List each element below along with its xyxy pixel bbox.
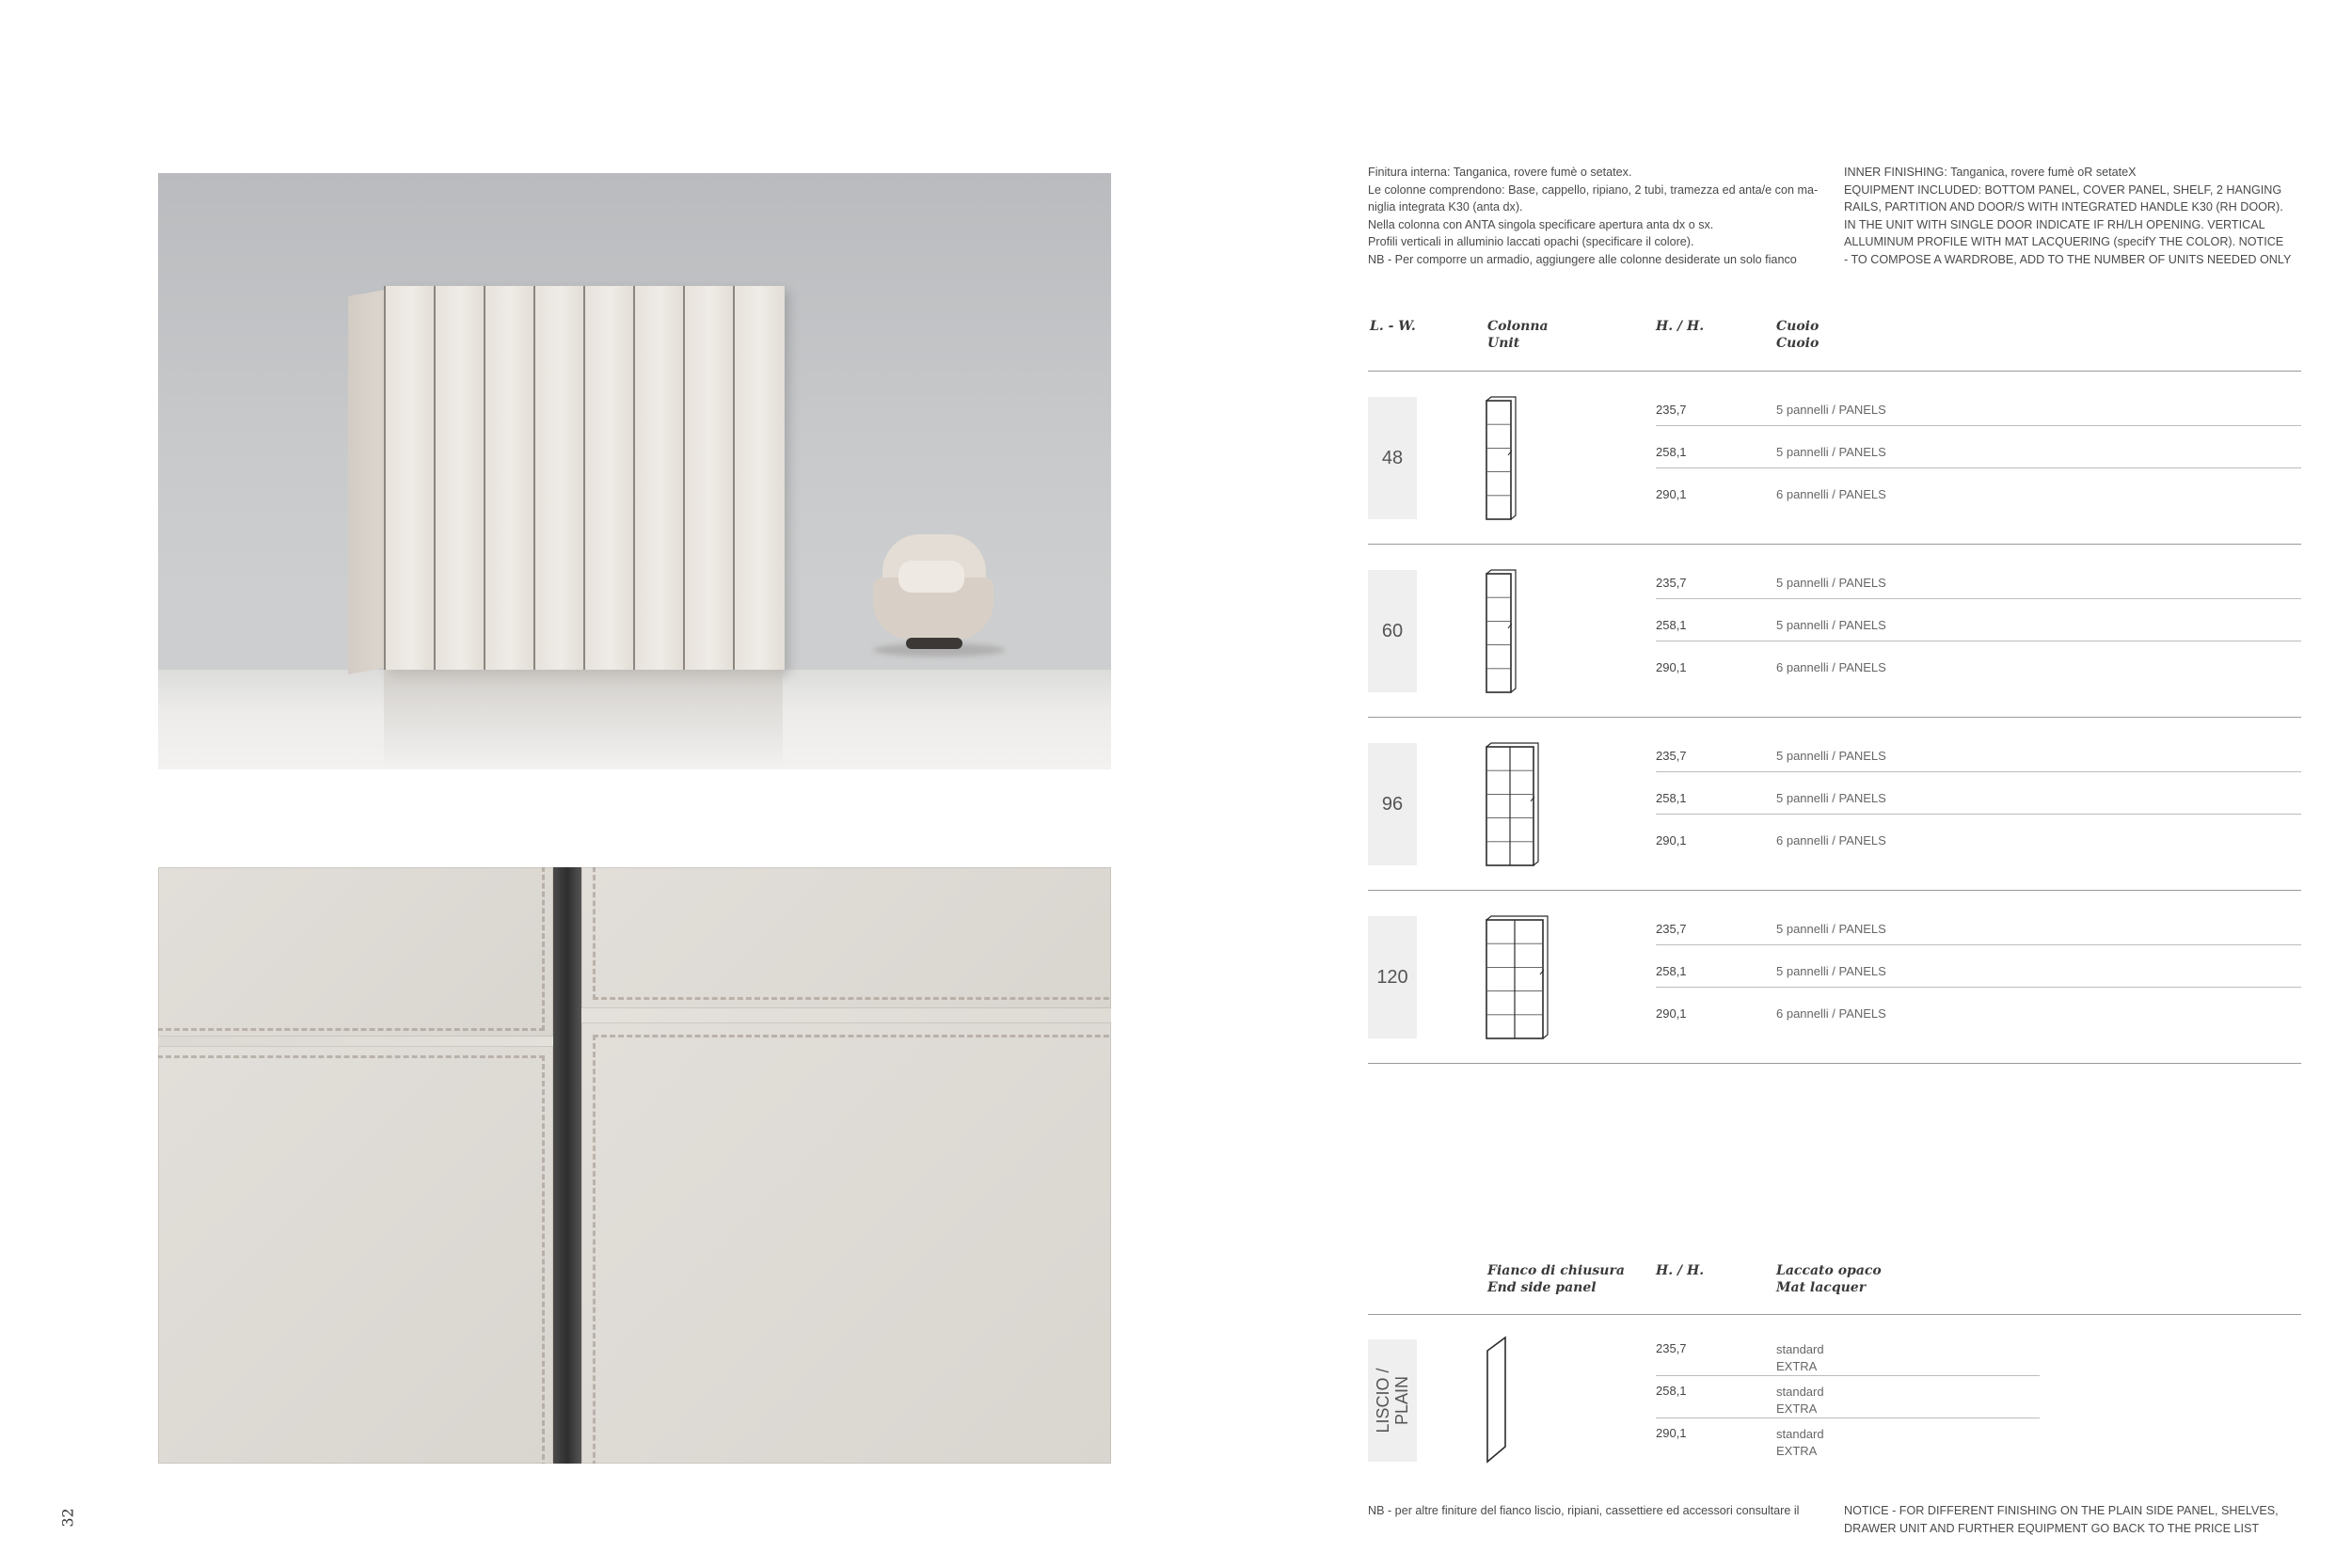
wardrobe-reflection <box>384 670 783 769</box>
stitch-seam <box>158 1055 545 1464</box>
wardrobe-door <box>683 286 735 670</box>
header-side-finish-en: Mat lacquer <box>1776 1280 1867 1295</box>
unit-drawing <box>1485 568 1520 700</box>
unit-depth-edge <box>1486 743 1538 865</box>
unit-width-box: 96 <box>1368 743 1417 865</box>
unit-depth-edge <box>1486 916 1548 1038</box>
intro-line: Nella colonna con ANTA singola specificare apertura anta dx o sx. <box>1368 217 1714 231</box>
intro-line: Finitura interna: Tanganica, rovere fumè o setatex. <box>1368 166 1632 179</box>
intro-english <box>1844 164 2291 268</box>
note-line: DRAWER UNIT AND FURTHER EQUIPMENT GO BACK TO THE PRICE LIST <box>1844 1521 2260 1535</box>
intro-line: Le colonne comprendono: Base, cappello, ripiano, 2 tubi, tramezza ed anta/e con ma- <box>1368 182 1819 197</box>
intro-line: EQUIPMENT INCLUDED: BOTTOM PANEL, COVER PANEL, SHELF, 2 HANGING <box>1844 182 2282 197</box>
header-side-panel-en: End side panel <box>1487 1280 1597 1295</box>
group-rule <box>1368 1063 2301 1064</box>
side-row-finish-line: EXTRA <box>1776 1444 1818 1458</box>
row-height: 258,1 <box>1656 618 1687 632</box>
header-finish-it: Cuoio <box>1776 319 1820 334</box>
header-side-panel-it: Fianco di chiusura <box>1487 1263 1625 1278</box>
row-height: 235,7 <box>1656 403 1687 417</box>
header-unit-en: Unit <box>1487 336 1520 351</box>
armchair-base <box>906 638 962 649</box>
plain-label-line: LISCIO / <box>1374 1368 1392 1433</box>
wardrobe-door <box>434 286 485 670</box>
row-panels: 5 pannelli / PANELS <box>1776 791 1886 805</box>
row-panels: 5 pannelli / PANELS <box>1776 749 1886 763</box>
row-height: 235,7 <box>1656 922 1687 936</box>
row-panels: 5 pannelli / PANELS <box>1776 445 1886 459</box>
header-finish-en: Cuoio <box>1776 336 1820 351</box>
armchair-cushion <box>898 561 964 593</box>
stitched-leather-detail-photo <box>158 867 1111 1464</box>
intro-line: INNER FINISHING: Tanganica, rovere fumè oR setateX <box>1844 166 2137 179</box>
header-width: L. - W. <box>1370 319 1416 334</box>
unit-drawing <box>1485 741 1543 873</box>
side-row-rule <box>1656 1375 2040 1376</box>
intro-line: NB - Per comporre un armadio, aggiungere alle colonne desiderate un solo fianco <box>1368 252 1797 266</box>
row-panels: 6 pannelli / PANELS <box>1776 487 1886 501</box>
row-height: 235,7 <box>1656 749 1687 763</box>
note-line: NOTICE - FOR DIFFERENT FINISHING ON THE PLAIN SIDE PANEL, SHELVES, <box>1844 1504 2279 1517</box>
end-side-panel-drawing <box>1482 1334 1510 1465</box>
header-side-panel <box>1487 1262 1625 1296</box>
row-rule <box>1656 425 2301 426</box>
intro-italian <box>1368 164 1818 268</box>
row-height: 258,1 <box>1656 445 1687 459</box>
wardrobe-side <box>348 290 386 674</box>
intro-line: IN THE UNIT WITH SINGLE DOOR INDICATE IF RH/LH OPENING. VERTICAL <box>1844 217 2265 231</box>
row-height: 290,1 <box>1656 833 1687 847</box>
unit-drawing <box>1485 914 1552 1046</box>
row-height: 290,1 <box>1656 1006 1687 1021</box>
wardrobe-door <box>533 286 585 670</box>
side-row-height: 235,7 <box>1656 1341 1687 1355</box>
row-height: 235,7 <box>1656 576 1687 590</box>
header-side-finish <box>1776 1262 1882 1296</box>
row-panels: 5 pannelli / PANELS <box>1776 922 1886 936</box>
row-height: 290,1 <box>1656 660 1687 674</box>
intro-line: niglia integrata K30 (anta dx). <box>1368 200 1523 214</box>
intro-line: ALLUMINUM PROFILE WITH MAT LACQUERING (specifY THE COLOR). NOTICE <box>1844 235 2284 248</box>
note-italian: NB - per altre finiture del fianco liscio, ripiani, cassettiere ed accessori consultare il <box>1368 1504 1800 1517</box>
unit-width-box: 60 <box>1368 570 1417 692</box>
group-rule <box>1368 890 2301 891</box>
row-rule <box>1656 467 2301 468</box>
stitch-seam <box>593 1035 1111 1464</box>
header-unit-it: Colonna <box>1487 319 1549 334</box>
wardrobe-with-armchair-photo <box>158 173 1111 769</box>
plain-label-line: PLAIN <box>1392 1375 1411 1426</box>
unit-width-box: 48 <box>1368 397 1417 519</box>
stitch-seam <box>593 867 1111 1000</box>
row-panels: 6 pannelli / PANELS <box>1776 1006 1886 1021</box>
note-english <box>1844 1502 2279 1537</box>
group-rule <box>1368 717 2301 718</box>
row-height: 258,1 <box>1656 791 1687 805</box>
wardrobe-door <box>583 286 635 670</box>
side-row-finish-line: standard <box>1776 1385 1824 1399</box>
row-rule <box>1656 598 2301 599</box>
header-height: H. / H. <box>1656 319 1705 334</box>
row-rule <box>1656 987 2301 988</box>
side-row-finish <box>1776 1384 1824 1418</box>
unit-width-box: 120 <box>1368 916 1417 1038</box>
plain-label <box>1374 1368 1411 1433</box>
group-rule <box>1368 544 2301 545</box>
page-number: 32 <box>58 1508 77 1528</box>
wardrobe-door <box>633 286 685 670</box>
intro-line: Profili verticali in alluminio laccati opachi (specificare il colore). <box>1368 235 1694 248</box>
wardrobe <box>384 286 783 670</box>
row-panels: 6 pannelli / PANELS <box>1776 833 1886 847</box>
stitch-seam <box>158 867 545 1031</box>
wardrobe-door <box>733 286 785 670</box>
side-row-finish-line: EXTRA <box>1776 1402 1818 1416</box>
header-side-height: H. / H. <box>1656 1263 1705 1278</box>
header-unit <box>1487 318 1549 352</box>
side-row-finish <box>1776 1341 1824 1375</box>
side-row-finish-line: EXTRA <box>1776 1359 1818 1373</box>
intro-line: RAILS, PARTITION AND DOOR/S WITH INTEGRATED HANDLE K30 (RH DOOR). <box>1844 200 2283 214</box>
wardrobe-door <box>484 286 535 670</box>
row-rule <box>1656 944 2301 945</box>
row-height: 290,1 <box>1656 487 1687 501</box>
unit-outline <box>1486 401 1511 519</box>
row-height: 258,1 <box>1656 964 1687 978</box>
row-panels: 5 pannelli / PANELS <box>1776 403 1886 417</box>
row-panels: 6 pannelli / PANELS <box>1776 660 1886 674</box>
unit-outline <box>1486 574 1511 692</box>
side-row-finish-line: standard <box>1776 1427 1824 1441</box>
row-panels: 5 pannelli / PANELS <box>1776 576 1886 590</box>
row-panels: 5 pannelli / PANELS <box>1776 964 1886 978</box>
intro-line: - TO COMPOSE A WARDROBE, ADD TO THE NUMBER OF UNITS NEEDED ONLY <box>1844 252 2292 266</box>
table-header-rule <box>1368 371 2301 372</box>
side-row-finish-line: standard <box>1776 1342 1824 1356</box>
unit-drawing <box>1485 395 1520 527</box>
aluminium-profile <box>553 867 581 1464</box>
side-row-height: 290,1 <box>1656 1426 1687 1440</box>
row-panels: 5 pannelli / PANELS <box>1776 618 1886 632</box>
header-side-finish-it: Laccato opaco <box>1776 1263 1882 1278</box>
wardrobe-door <box>384 286 436 670</box>
header-finish <box>1776 318 1819 352</box>
side-row-finish <box>1776 1426 1824 1460</box>
side-table-header-rule <box>1368 1314 2301 1315</box>
side-row-height: 258,1 <box>1656 1384 1687 1398</box>
row-rule <box>1656 771 2301 772</box>
row-rule <box>1656 814 2301 815</box>
